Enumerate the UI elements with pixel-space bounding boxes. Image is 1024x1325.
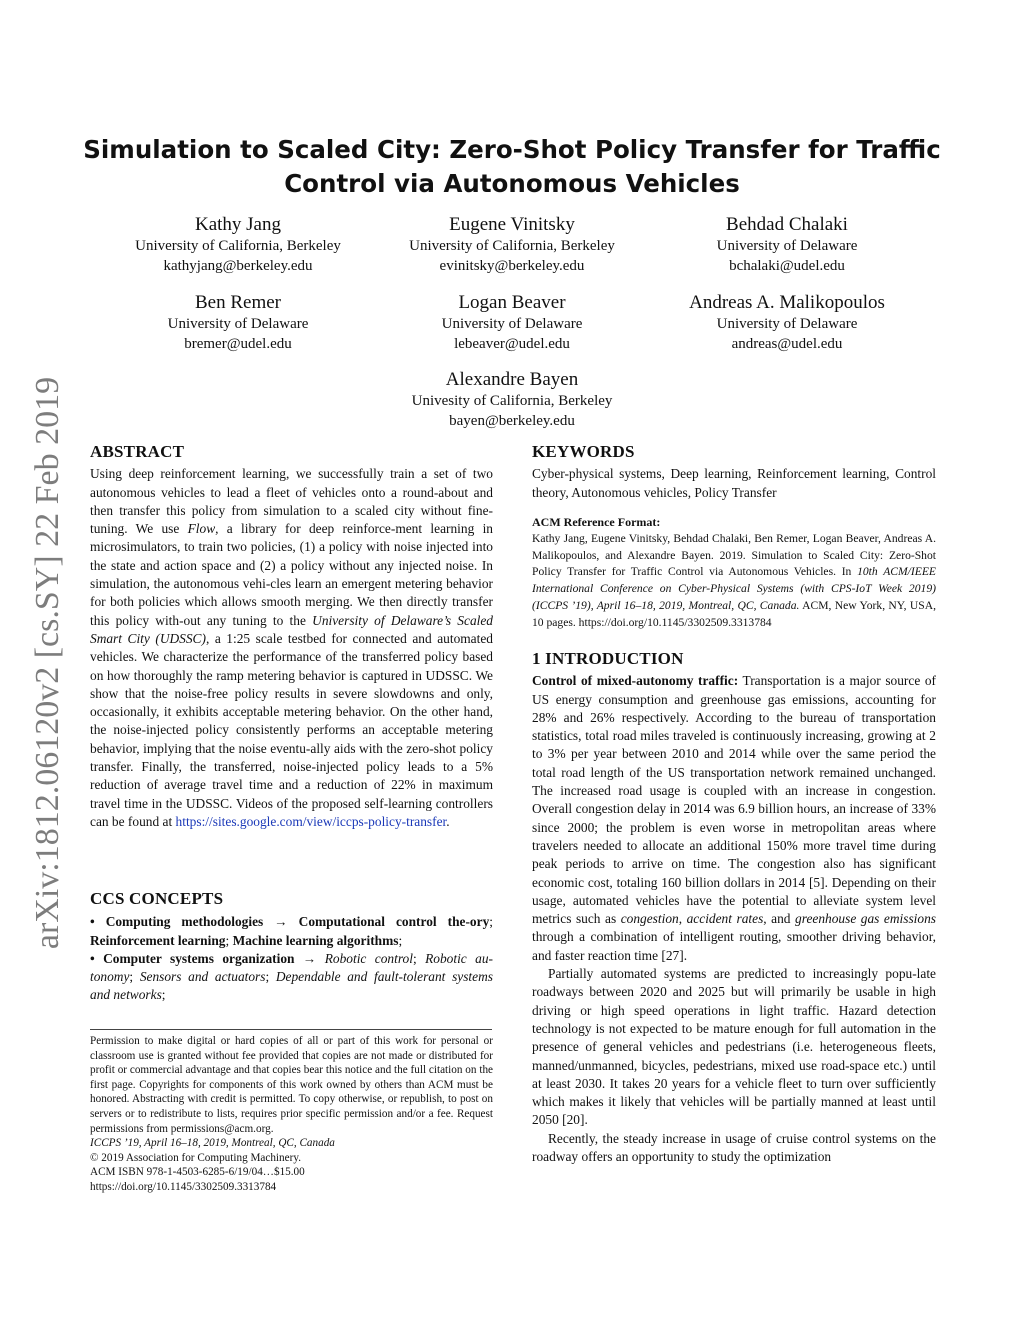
author-block	[88, 214, 388, 276]
doi-line[interactable]: https://doi.org/10.1145/3302509.3313784	[90, 1180, 277, 1193]
author-email[interactable]: bayen@berkeley.edu	[449, 413, 575, 429]
author-email[interactable]: kathyjang@berkeley.edu	[163, 258, 313, 274]
ccs-section	[90, 890, 493, 1005]
author-block	[88, 292, 388, 354]
author-name: Kathy Jang	[194, 214, 281, 235]
paper-title	[60, 133, 964, 201]
reference-text: Kathy Jang, Eugene Vinitsky, Behdad Chalaki, Ben Remer, Logan Beaver, Andreas A. Malikopoulos, and Alexandre Bayen. 2019. Simulation to Scaled City: Zero-Shot Policy Transfer for Traffic Control via Autonomous Vehicles. In 10th ACM/IEEE International Conference on Cyber-Physical Systems (with CPS-IoT Week 2019) (ICCPS ’19), April 16–18, 2019, Montreal, QC, Canada. ACM, New York, NY, USA, 10 pages. https://doi.org/10.1145/3302509.3313784	[532, 531, 936, 629]
flow-term: Flow	[187, 521, 216, 537]
author-affiliation: University of California, Berkeley	[135, 238, 341, 254]
author-name: Ben Remer	[194, 292, 281, 313]
intro-paragraph-1: Control of mixed-autonomy traffic: Transportation is a major source of US energy consumption and greenhouse gas emissions, accounting for 28% and 26% respectively. According to the bureau of transportation statistics, total road miles traveled is continuously increasing, growing at 2 to 3% per year between 2010 and 2014 while over the same period the total road length of the US transportation network remained unchanged. The increased road usage is coupled with an increase in congestion. Overall congestion delay in 2014 was 6.9 billion hours, an increase of 33% since 2000; the problem is even worse in metropolitan areas where travelers needed to allocate an additional 150% more travel time during peak periods to arrive on time. The congestion also has significant economic cost, totaling 160 billion dollars in 2014 [5]. Depending on their usage, automated vehicles have the potential to alleviate system level metrics such as congestion, accident rates, and greenhouse gas emissions through a combination of intelligent routing, smoother driving behavior, and faster reaction time [27].	[532, 673, 937, 963]
author-email[interactable]: bremer@udel.edu	[184, 336, 292, 352]
author-name: Eugene Vinitsky	[449, 214, 575, 235]
abstract-text: Using deep reinforcement learning, we successfully train a set of two autonomous vehicles to lead a fleet of vehicles onto a round-about and then transfer this policy from simulation to a scaled city without fine-tuning. We use Flow, a library for deep reinforce-ment learning in microsimulators, to train two policies, (1) a policy with noise injected into the state and action space and (2) a policy without any injected noise. In simulation, the autonomous vehi-cles learn an emergent metering behavior for both policies which allows smooth merging. We then directly transfer this policy with-out any tuning to the University of Delaware’s Scaled Smart City (UDSSC), a 1:25 scale testbed for connected and automated vehicles. We characterize the performance of the transferred policy based on how thoroughly the ramp metering behavior is captured in UDSSC. We show that the noise-free policy results in severe slowdowns and only, occasionally, it exhibits acceptable metering behavior. On the other hand, the noise-injected policy consistently performs an acceptable metering behavior, implying that the noise eventu-ally aids with the zero-shot policy transfer. Finally, the transferred, noise-injected policy leads to a 5% reduction of average travel time and a reduction of 22% in maximum travel time in the UDSSC. Videos of the proposed self-learning controllers can be found at https://sites.google.com/view/iccps-policy-transfer.	[90, 466, 493, 829]
author-name: Behdad Chalaki	[726, 214, 848, 235]
author-email[interactable]: andreas@udel.edu	[731, 336, 843, 352]
author-block	[362, 369, 662, 431]
title-line-1: Simulation to Scaled City: Zero-Shot Policy Transfer for Traffic	[83, 135, 941, 164]
author-affiliation: University of California, Berkeley	[409, 238, 615, 254]
copyright-line: © 2019 Association for Computing Machinery.	[90, 1151, 301, 1164]
author-name: Alexandre Bayen	[445, 369, 579, 390]
author-block	[637, 292, 937, 354]
keywords-heading: KEYWORDS	[532, 442, 635, 461]
footnote-divider	[90, 1029, 492, 1030]
author-email[interactable]: bchalaki@udel.edu	[729, 258, 845, 274]
author-block	[362, 214, 662, 276]
title-line-2: Control via Autonomous Vehicles	[284, 169, 740, 198]
author-name: Andreas A. Malikopoulos	[689, 292, 885, 313]
project-link[interactable]: https://sites.google.com/view/iccps-policy-transfer	[175, 813, 447, 829]
author-email[interactable]: evinitsky@berkeley.edu	[439, 258, 585, 274]
abstract-heading: ABSTRACT	[90, 442, 185, 461]
author-block	[362, 292, 662, 354]
reference-section	[532, 514, 936, 632]
keywords-section	[532, 443, 936, 502]
author-affiliation: University of Delaware	[167, 316, 309, 332]
author-affiliation: Univesity of California, Berkeley	[411, 393, 613, 409]
arxiv-id: arXiv:1812.06120v2 [cs.SY] 22 Feb 2019	[29, 376, 66, 950]
author-block	[637, 214, 937, 276]
intro-paragraph-3: Recently, the steady increase in usage of cruise control systems on the roadway offers an opportunity to study the optimization	[532, 1130, 936, 1165]
abstract-section	[90, 443, 493, 831]
introduction-heading: 1 INTRODUCTION	[532, 649, 684, 668]
author-affiliation: University of Delaware	[716, 316, 858, 332]
permission-text: Permission to make digital or hard copies of all or part of this work for personal or classroom use is granted without fee provided that copies are not made or distributed for profit or commercial advantage and that copies bear this notice and the full citation on the first page. Copyrights for components of this work owned by others than ACM must be honored. Abstracting with credit is permitted. To copy otherwise, or republish, to post on servers or to redistribute to lists, requires prior specific permission and/or a fee. Request permissions from permissions@acm.org.	[90, 1035, 493, 1135]
venue-line: ICCPS ’19, April 16–18, 2019, Montreal, QC, Canada	[90, 1137, 335, 1150]
udssc-term: University of Delaware’s Scaled Smart City (UDSSC)	[90, 612, 493, 646]
isbn-line: ACM ISBN 978-1-4503-6285-6/19/04…$15.00	[90, 1166, 305, 1179]
author-email[interactable]: lebeaver@udel.edu	[454, 336, 570, 352]
reference-heading: ACM Reference Format:	[532, 515, 661, 529]
author-affiliation: University of Delaware	[716, 238, 858, 254]
author-name: Logan Beaver	[458, 292, 566, 313]
ccs-heading: CCS CONCEPTS	[90, 889, 224, 908]
keywords-text: Cyber-physical systems, Deep learning, Reinforcement learning, Control theory, Autonomous vehicles, Policy Transfer	[532, 466, 936, 500]
ccs-text: • Computing methodologies → Computational control the-ory; Reinforcement learning; Machine learning algorithms; • Computer systems organization → Robotic control; Robotic au-tonomy; Sensors and actuators; Dependable and fault-tolerant systems and networks;	[90, 914, 494, 1003]
author-affiliation: University of Delaware	[441, 316, 583, 332]
intro-paragraph-2: Partially automated systems are predicted to increasingly popu-late roadways between 2020 and 2025 but will primarily be usable in high driving or high speed operations in light traffic. Hazard detection technology is not expected to be mature enough for full automation in the presence of general vehicles and pedestrians (i.e. heterogeneous fleets, manned/unmanned, bicycles, pedestrians, mixed use road-space etc.) until at least 2030. It takes 20 years for a vehicle fleet to turn over sufficiently which makes it likely that vehicles will be partially manned at least until 2050 [20].	[532, 966, 936, 1128]
introduction-section	[532, 650, 936, 1166]
permission-block	[90, 1034, 493, 1195]
